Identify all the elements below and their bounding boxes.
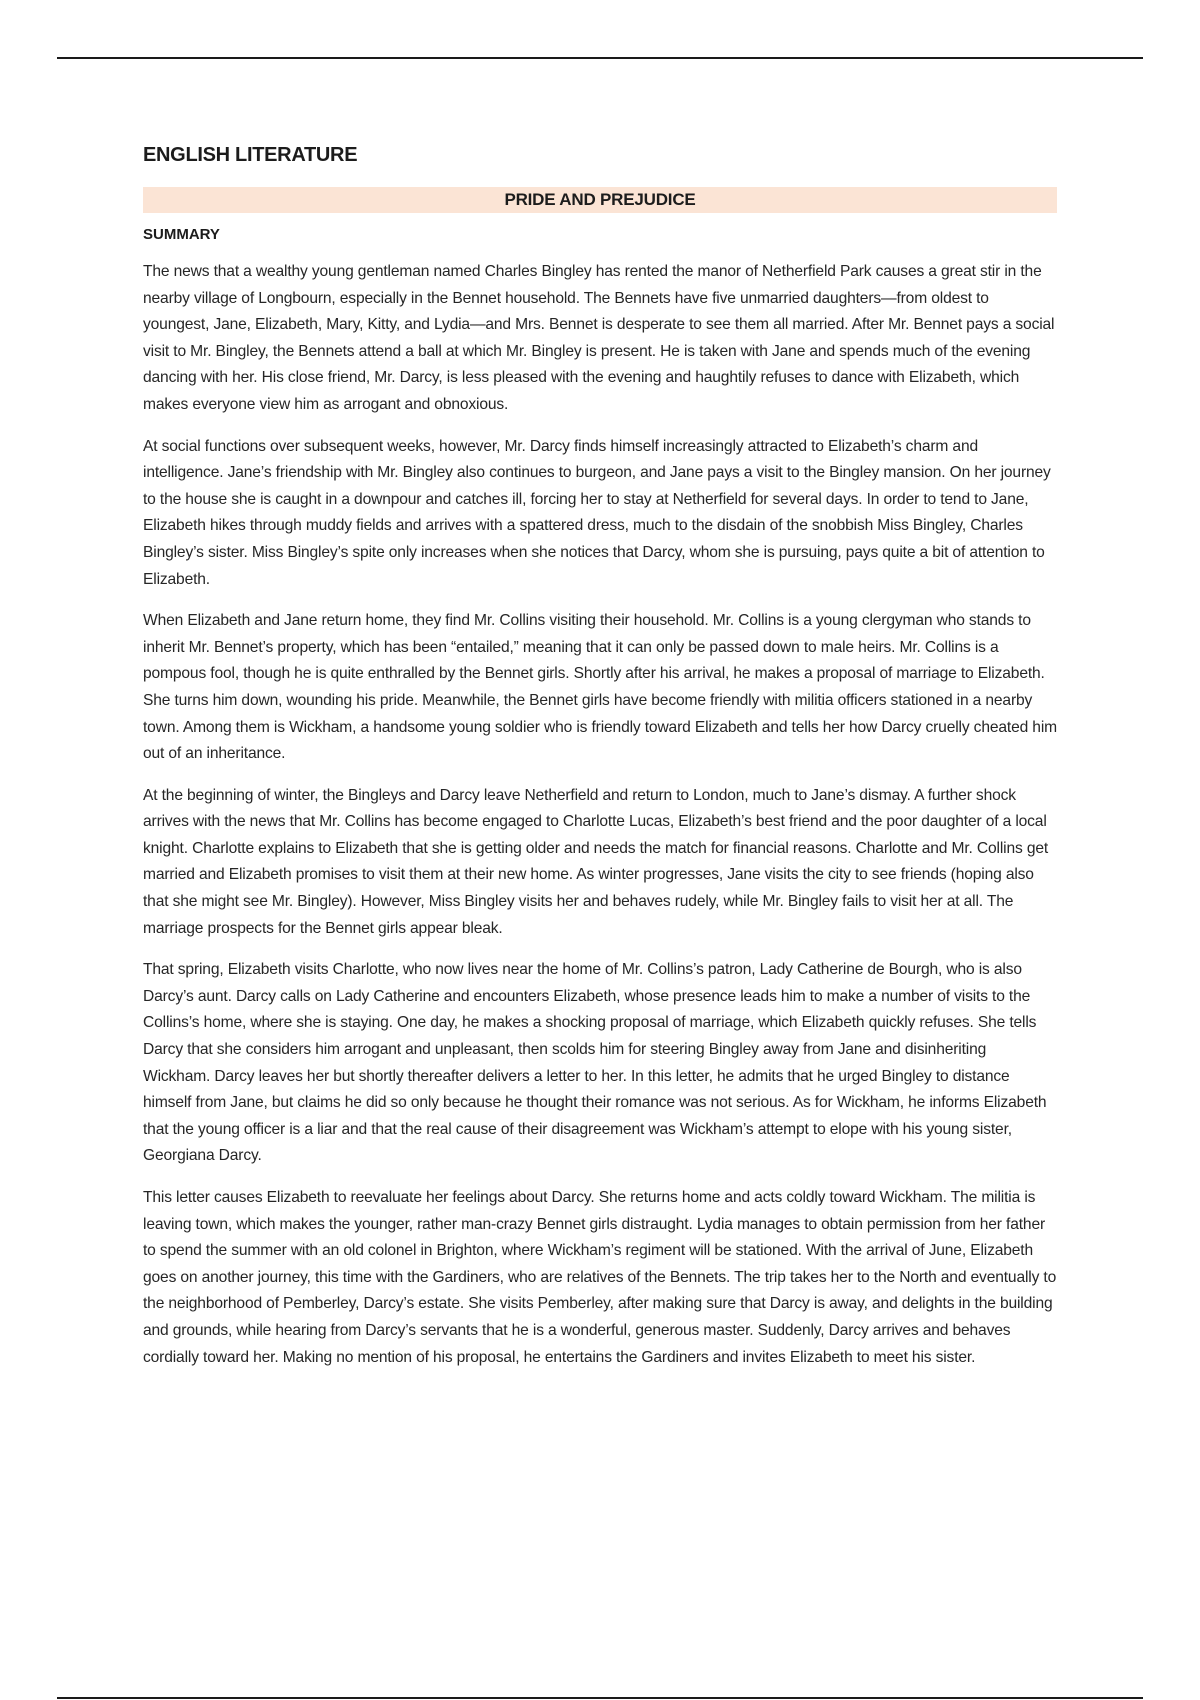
header-rule (57, 57, 1143, 59)
summary-paragraph: When Elizabeth and Jane return home, they find Mr. Collins visiting their household. Mr. Collins is a young clergyman who stands to inherit Mr. Bennet’s property, which has been “entailed,” meaning that it can only be passed down to male heirs. Mr. Collins is a pompous fool, though he is quite enthralled by the Bennet girls. Shortly after his arrival, he makes a proposal of marriage to Elizabeth. She turns him down, wounding his pride. Meanwhile, the Bennet girls have become friendly with militia officers stationed in a nearby town. Among them is Wickham, a handsome young soldier who is friendly toward Elizabeth and tells her how Darcy cruelly cheated him out of an inheritance. (143, 612, 1057, 763)
summary-paragraph: This letter causes Elizabeth to reevaluate her feelings about Darcy. She returns home and acts coldly toward Wickham. The militia is leaving town, which makes the younger, rather man-crazy Bennet girls distraught. Lydia manages to obtain permission from her father to spend the summer with an old colonel in Brighton, where Wickham’s regiment will be stationed. With the arrival of June, Elizabeth goes on another journey, this time with the Gardiners, who are relatives of the Bennets. The trip takes her to the North and eventually to the neighborhood of Pemberley, Darcy’s estate. She visits Pemberley, after making sure that Darcy is away, and delights in the building and grounds, while hearing from Darcy’s servants that he is a wonderful, generous master. Suddenly, Darcy arrives and behaves cordially toward her. Making no mention of his proposal, he entertains the Gardiners and invites Elizabeth to meet his sister. (143, 1189, 1057, 1366)
subject-heading: ENGLISH LITERATURE (143, 144, 358, 166)
document-title: PRIDE AND PREJUDICE (143, 187, 1057, 213)
section-heading: SUMMARY (143, 226, 220, 243)
summary-paragraph: The news that a wealthy young gentleman named Charles Bingley has rented the manor of Netherfield Park causes a great stir in the nearby village of Longbourn, especially in the Bennet household. The Bennets have five unmarried daughters—from oldest to youngest, Jane, Elizabeth, Mary, Kitty, and Lydia—and Mrs. Bennet is desperate to see them all married. After Mr. Bennet pays a social visit to Mr. Bingley, the Bennets attend a ball at which Mr. Bingley is present. He is taken with Jane and spends much of the evening dancing with her. His close friend, Mr. Darcy, is less pleased with the evening and haughtily refuses to dance with Elizabeth, which makes everyone view him as arrogant and obnoxious. (143, 263, 1055, 413)
document-body (143, 143, 1057, 1386)
summary-paragraph: At social functions over subsequent weeks, however, Mr. Darcy finds himself increasingly attracted to Elizabeth’s charm and intelligence. Jane’s friendship with Mr. Bingley also continues to burgeon, and Jane pays a visit to the Bingley mansion. On her journey to the house she is caught in a downpour and catches ill, forcing her to stay at Netherfield for several days. In order to tend to Jane, Elizabeth hikes through muddy fields and arrives with a spattered dress, much to the disdain of the snobbish Miss Bingley, Charles Bingley’s sister. Miss Bingley’s spite only increases when she notices that Darcy, whom she is pursuing, pays quite a bit of attention to Elizabeth. (143, 437, 1051, 588)
summary-paragraph: That spring, Elizabeth visits Charlotte, who now lives near the home of Mr. Collins’s patron, Lady Catherine de Bourgh, who is also Darcy’s aunt. Darcy calls on Lady Catherine and encounters Elizabeth, whose presence leads him to make a number of visits to the Collins’s home, where she is staying. One day, he makes a shocking proposal of marriage, which Elizabeth quickly refuses. She tells Darcy that she considers him arrogant and unpleasant, then scolds him for steering Bingley away from Jane and disinheriting Wickham. Darcy leaves her but shortly thereafter delivers a letter to her. In this letter, he admits that he urged Bingley to distance himself from Jane, but claims he did so only because he thought their romance was not serious. As for Wickham, he informs Elizabeth that the young officer is a liar and that the real cause of their disagreement was Wickham’s attempt to elope with his young sister, Georgiana Darcy. (143, 961, 1047, 1165)
footer-rule (57, 1697, 1143, 1699)
summary-paragraph: At the beginning of winter, the Bingleys and Darcy leave Netherfield and return to London, much to Jane’s dismay. A further shock arrives with the news that Mr. Collins has become engaged to Charlotte Lucas, Elizabeth’s best friend and the poor daughter of a local knight. Charlotte explains to Elizabeth that she is getting older and needs the match for financial reasons. Charlotte and Mr. Collins get married and Elizabeth promises to visit them at their new home. As winter progresses, Jane visits the city to see friends (hoping also that she might see Mr. Bingley). However, Miss Bingley visits her and behaves rudely, while Mr. Bingley fails to visit her at all. The marriage prospects for the Bennet girls appear bleak. (143, 786, 1049, 937)
